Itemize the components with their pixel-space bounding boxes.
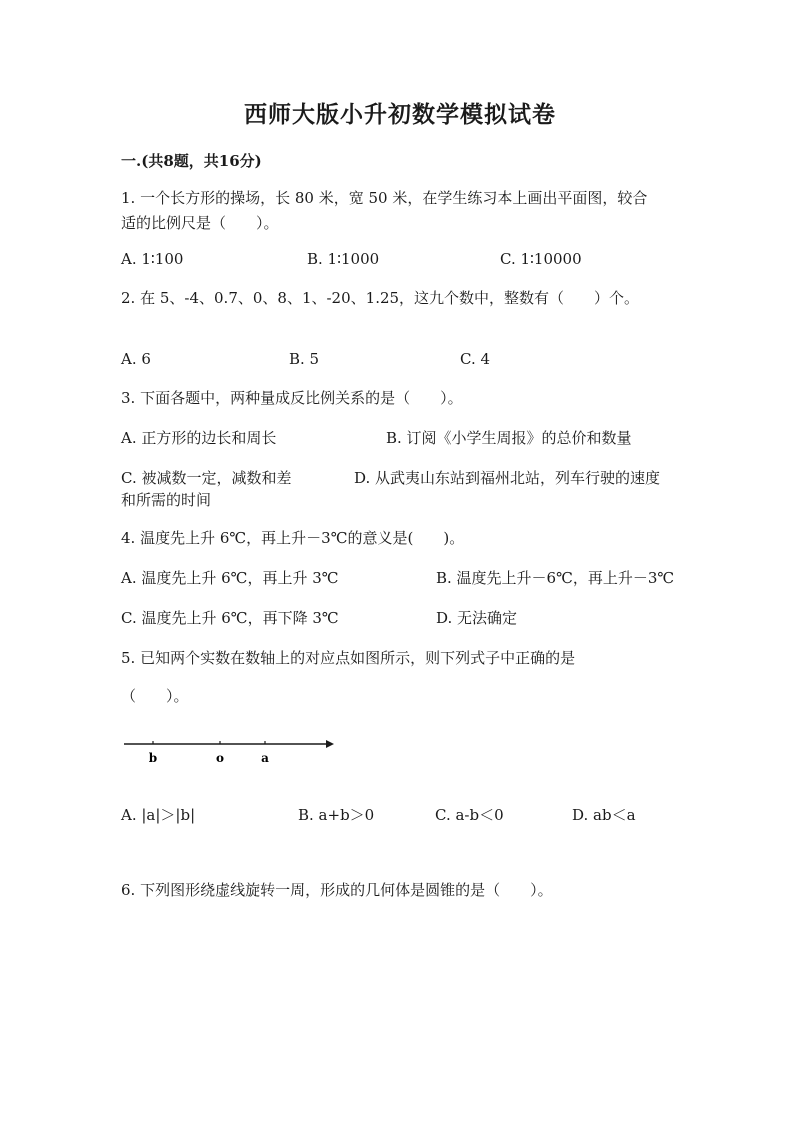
question-2-option-b: B. 5 bbox=[289, 350, 320, 368]
question-5-option-d: D. ab＜a bbox=[572, 806, 636, 824]
question-3-option-d: D. 从武夷山东站到福州北站，列车行驶的速度 bbox=[354, 469, 661, 487]
question-5-option-c: C. a-b＜0 bbox=[435, 806, 504, 824]
question-1-option-c: C. 1∶10000 bbox=[500, 250, 582, 268]
question-5-text-line-2: （ ）。 bbox=[121, 687, 189, 705]
question-4-option-b: B. 温度先上升－6℃，再上升－3℃ bbox=[436, 569, 675, 587]
label-b: b bbox=[148, 751, 158, 765]
question-2-option-a: A. 6 bbox=[121, 350, 151, 368]
question-3-option-a: A. 正方形的边长和周长 bbox=[121, 429, 277, 447]
question-1-option-b: B. 1∶1000 bbox=[307, 250, 380, 268]
number-line-arrow-icon bbox=[326, 740, 334, 748]
question-4-option-d: D. 无法确定 bbox=[436, 609, 518, 627]
question-2-option-c: C. 4 bbox=[460, 350, 491, 368]
question-3-text: 3. 下面各题中，两种量成反比例关系的是（ ）。 bbox=[121, 389, 463, 407]
question-4-text: 4. 温度先上升 6℃，再上升－3℃的意义是( )。 bbox=[121, 529, 465, 547]
label-a: a bbox=[261, 751, 269, 765]
question-4-option-a: A. 温度先上升 6℃，再上升 3℃ bbox=[121, 569, 339, 587]
question-6-text: 6. 下列图形绕虚线旋转一周，形成的几何体是圆锥的是（ ）。 bbox=[121, 881, 553, 899]
question-5-text-line-1: 5. 已知两个实数在数轴上的对应点如图所示，则下列式子中正确的是 bbox=[121, 649, 576, 667]
question-1-text-line-2: 适的比例尺是（ ）。 bbox=[121, 214, 279, 232]
question-3-option-d-continued: 和所需的时间 bbox=[121, 491, 212, 509]
question-5-option-b: B. a+b＞0 bbox=[298, 806, 375, 824]
question-2-text: 2. 在 5、-4、0.7、0、8、1、-20、1.25，这九个数中，整数有（ ）个。 bbox=[121, 289, 640, 307]
exam-title: 西师大版小升初数学模拟试卷 bbox=[244, 101, 556, 128]
question-3-option-b: B. 订阅《小学生周报》的总价和数量 bbox=[386, 429, 632, 447]
question-5-option-a: A. |a|＞|b| bbox=[121, 806, 196, 824]
number-line-figure bbox=[120, 735, 340, 771]
question-4-option-c: C. 温度先上升 6℃，再下降 3℃ bbox=[121, 609, 339, 627]
question-1-option-a: A. 1∶100 bbox=[121, 250, 184, 268]
label-o: o bbox=[215, 751, 225, 765]
question-1-text-line-1: 1. 一个长方形的操场，长 80 米，宽 50 米，在学生练习本上画出平面图，较合 bbox=[121, 189, 648, 207]
question-3-option-c: C. 被减数一定，减数和差 bbox=[121, 469, 292, 487]
section-heading: 一.(共8题，共16分) bbox=[121, 152, 262, 170]
